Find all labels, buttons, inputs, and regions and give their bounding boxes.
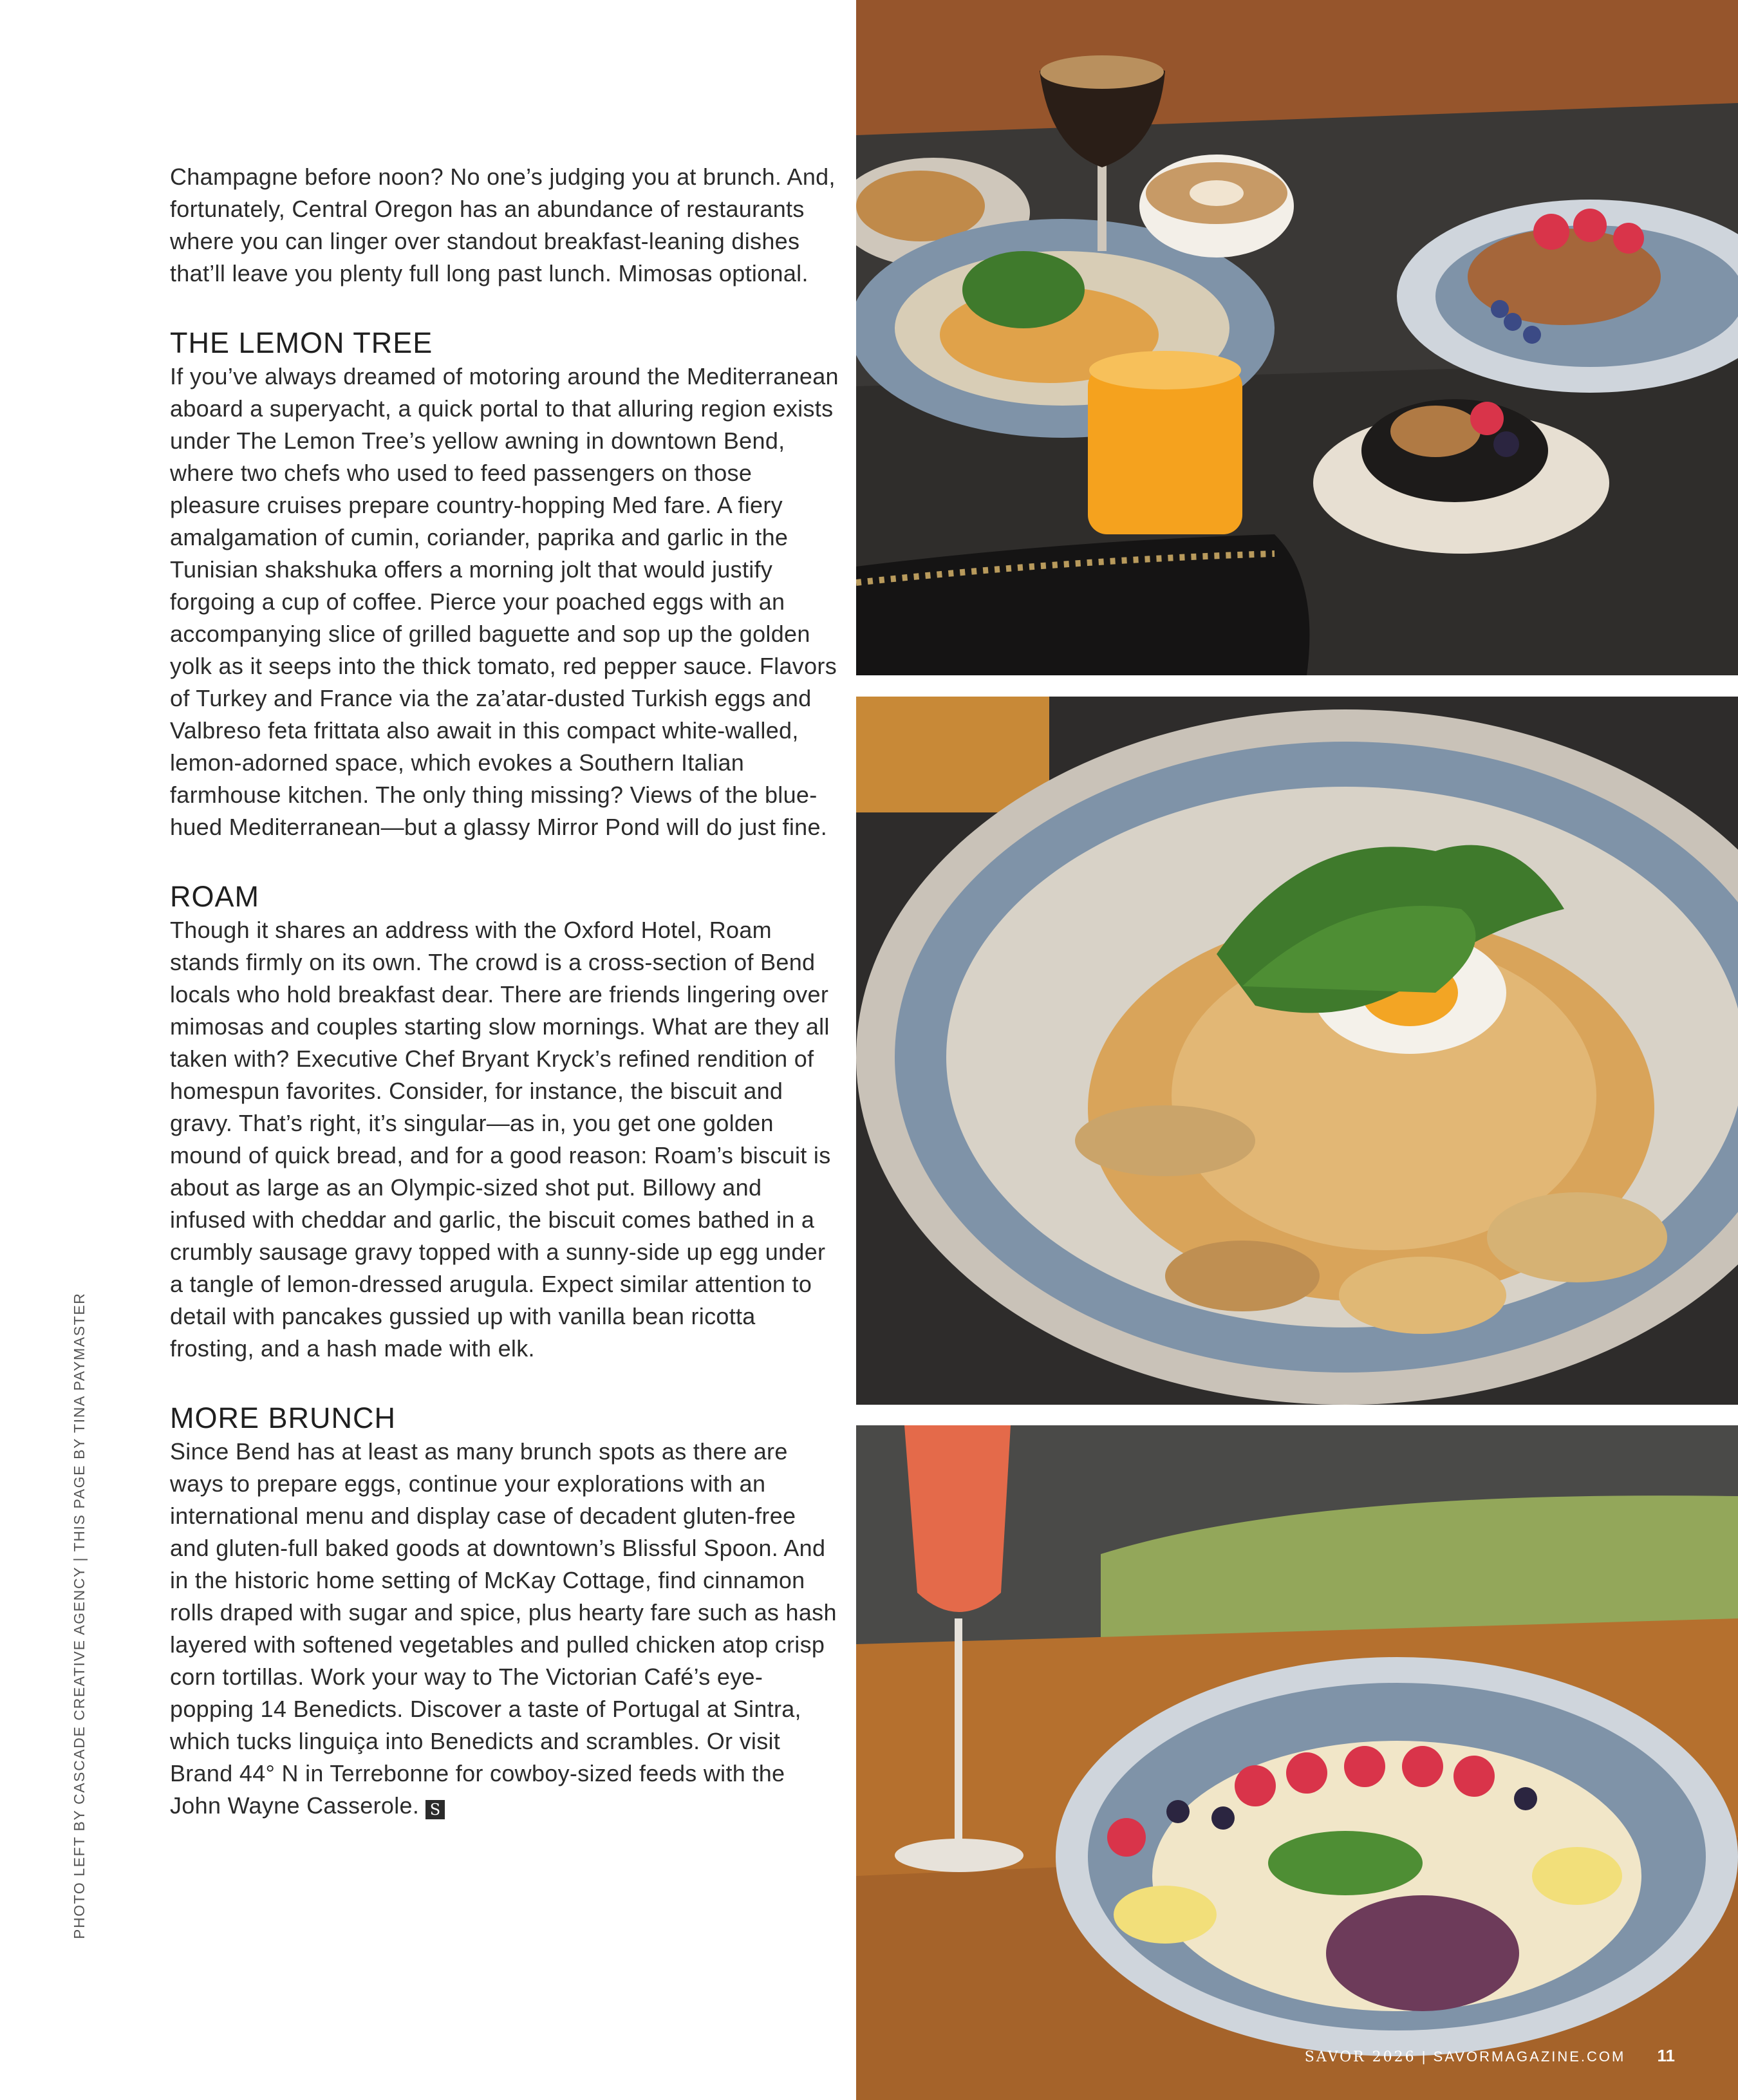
footer-separator: | <box>1421 2048 1428 2065</box>
magazine-name: SAVOR 2026 <box>1304 2049 1416 2065</box>
section-lemon-tree <box>170 326 839 843</box>
section-more-brunch <box>170 1401 839 1822</box>
section-body: If you’ve always dreamed of motoring around the Mediterranean aboard a superyacht, a quick portal to that alluring region exists under The Lemon Tree’s yellow awning in downtown Bend, where two chefs who used to feed passengers on those pleasure cruises prepare country-hopping Med fare. A fiery amalgamation of cumin, coriander, paprika and garlic in the Tunisian shakshuka offers a morning jolt that would justify forgoing a cup of coffee. Pierce your poached eggs with an accompanying slice of grilled baguette and sop up the golden yolk as it seeps into the thick tomato, red pepper sauce. Flavors of Turkey and France via the za’atar-dusted Turkish eggs and Valbreso feta frittata also await in this compact white-walled, lemon-adorned space, which evokes a Southern Italian farmhouse kitchen. The only thing missing? Views of the blue-hued Mediterranean—but a glassy Mirror Pond will do just fine. <box>170 363 839 840</box>
end-mark-icon: S <box>425 1800 445 1819</box>
website-url: SAVORMAGAZINE.COM <box>1433 2048 1626 2065</box>
section-heading: THE LEMON TREE <box>170 326 433 359</box>
section-body <box>170 1436 839 1822</box>
page-number: 11 <box>1657 2046 1675 2065</box>
brunch-table-illustration <box>856 0 1738 675</box>
intro-paragraph: Champagne before noon? No one’s judging you at brunch. And, fortunately, Central Oregon has an abundance of restaurants where you can linger over standout breakfast-leaning dishes that’ll leave you plenty full long past lunch. Mimosas optional. <box>170 164 836 286</box>
article-body <box>170 161 839 1858</box>
fruit-bowl-illustration <box>856 1425 1738 2100</box>
section-roam <box>170 879 839 1365</box>
biscuit-gravy-photo <box>856 697 1738 1405</box>
page-footer <box>1305 2046 1675 2066</box>
section-body: Though it shares an address with the Oxford Hotel, Roam stands firmly on its own. The crowd is a cross-section of Bend locals who hold breakfast dear. There are friends lingering over mimosas and couples starting slow mornings. What are they all taken with? Executive Chef Bryant Kryck’s refined rendition of homespun favorites. Consider, for instance, the biscuit and gravy. That’s right, it’s singular—as in, you get one golden mound of quick bread, and for a good reason: Roam’s biscuit is about as large as an Olympic-sized shot put. Billowy and infused with cheddar and garlic, the biscuit comes bathed in a crumbly sausage gravy topped with a sunny-side up egg under a tangle of lemon-dressed arugula. Expect similar attention to detail with pancakes gussied up with vanilla bean ricotta frosting, and a hash made with elk. <box>170 917 831 1362</box>
photo-credit: PHOTO LEFT BY CASCADE CREATIVE AGENCY | THIS PAGE BY TINA PAYMASTER <box>71 1292 88 1939</box>
section-body-text: Since Bend has at least as many brunch spots as there are ways to prepare eggs, continue your explorations with an international menu and display case of decadent gluten-free and gluten-full baked goods at downtown’s Blissful Spoon. And in the historic home setting of McKay Cottage, find cinnamon rolls draped with sugar and spice, plus hearty fare such as hash layered with softened vegetables and pulled chicken atop crisp corn tortillas. Work your way to The Victorian Café’s eye-popping 14 Benedicts. Discover a taste of Portugal at Sintra, which tucks linguiça into Benedicts and scrambles. Or visit Brand 44° N in Terrebonne for cowboy-sized feeds with the John Wayne Casserole. <box>170 1438 837 1819</box>
section-heading: MORE BRUNCH <box>170 1402 397 1434</box>
fruit-bowl-photo <box>856 1425 1738 2100</box>
biscuit-gravy-illustration <box>856 697 1738 1405</box>
section-heading: ROAM <box>170 880 259 913</box>
brunch-table-photo <box>856 0 1738 675</box>
